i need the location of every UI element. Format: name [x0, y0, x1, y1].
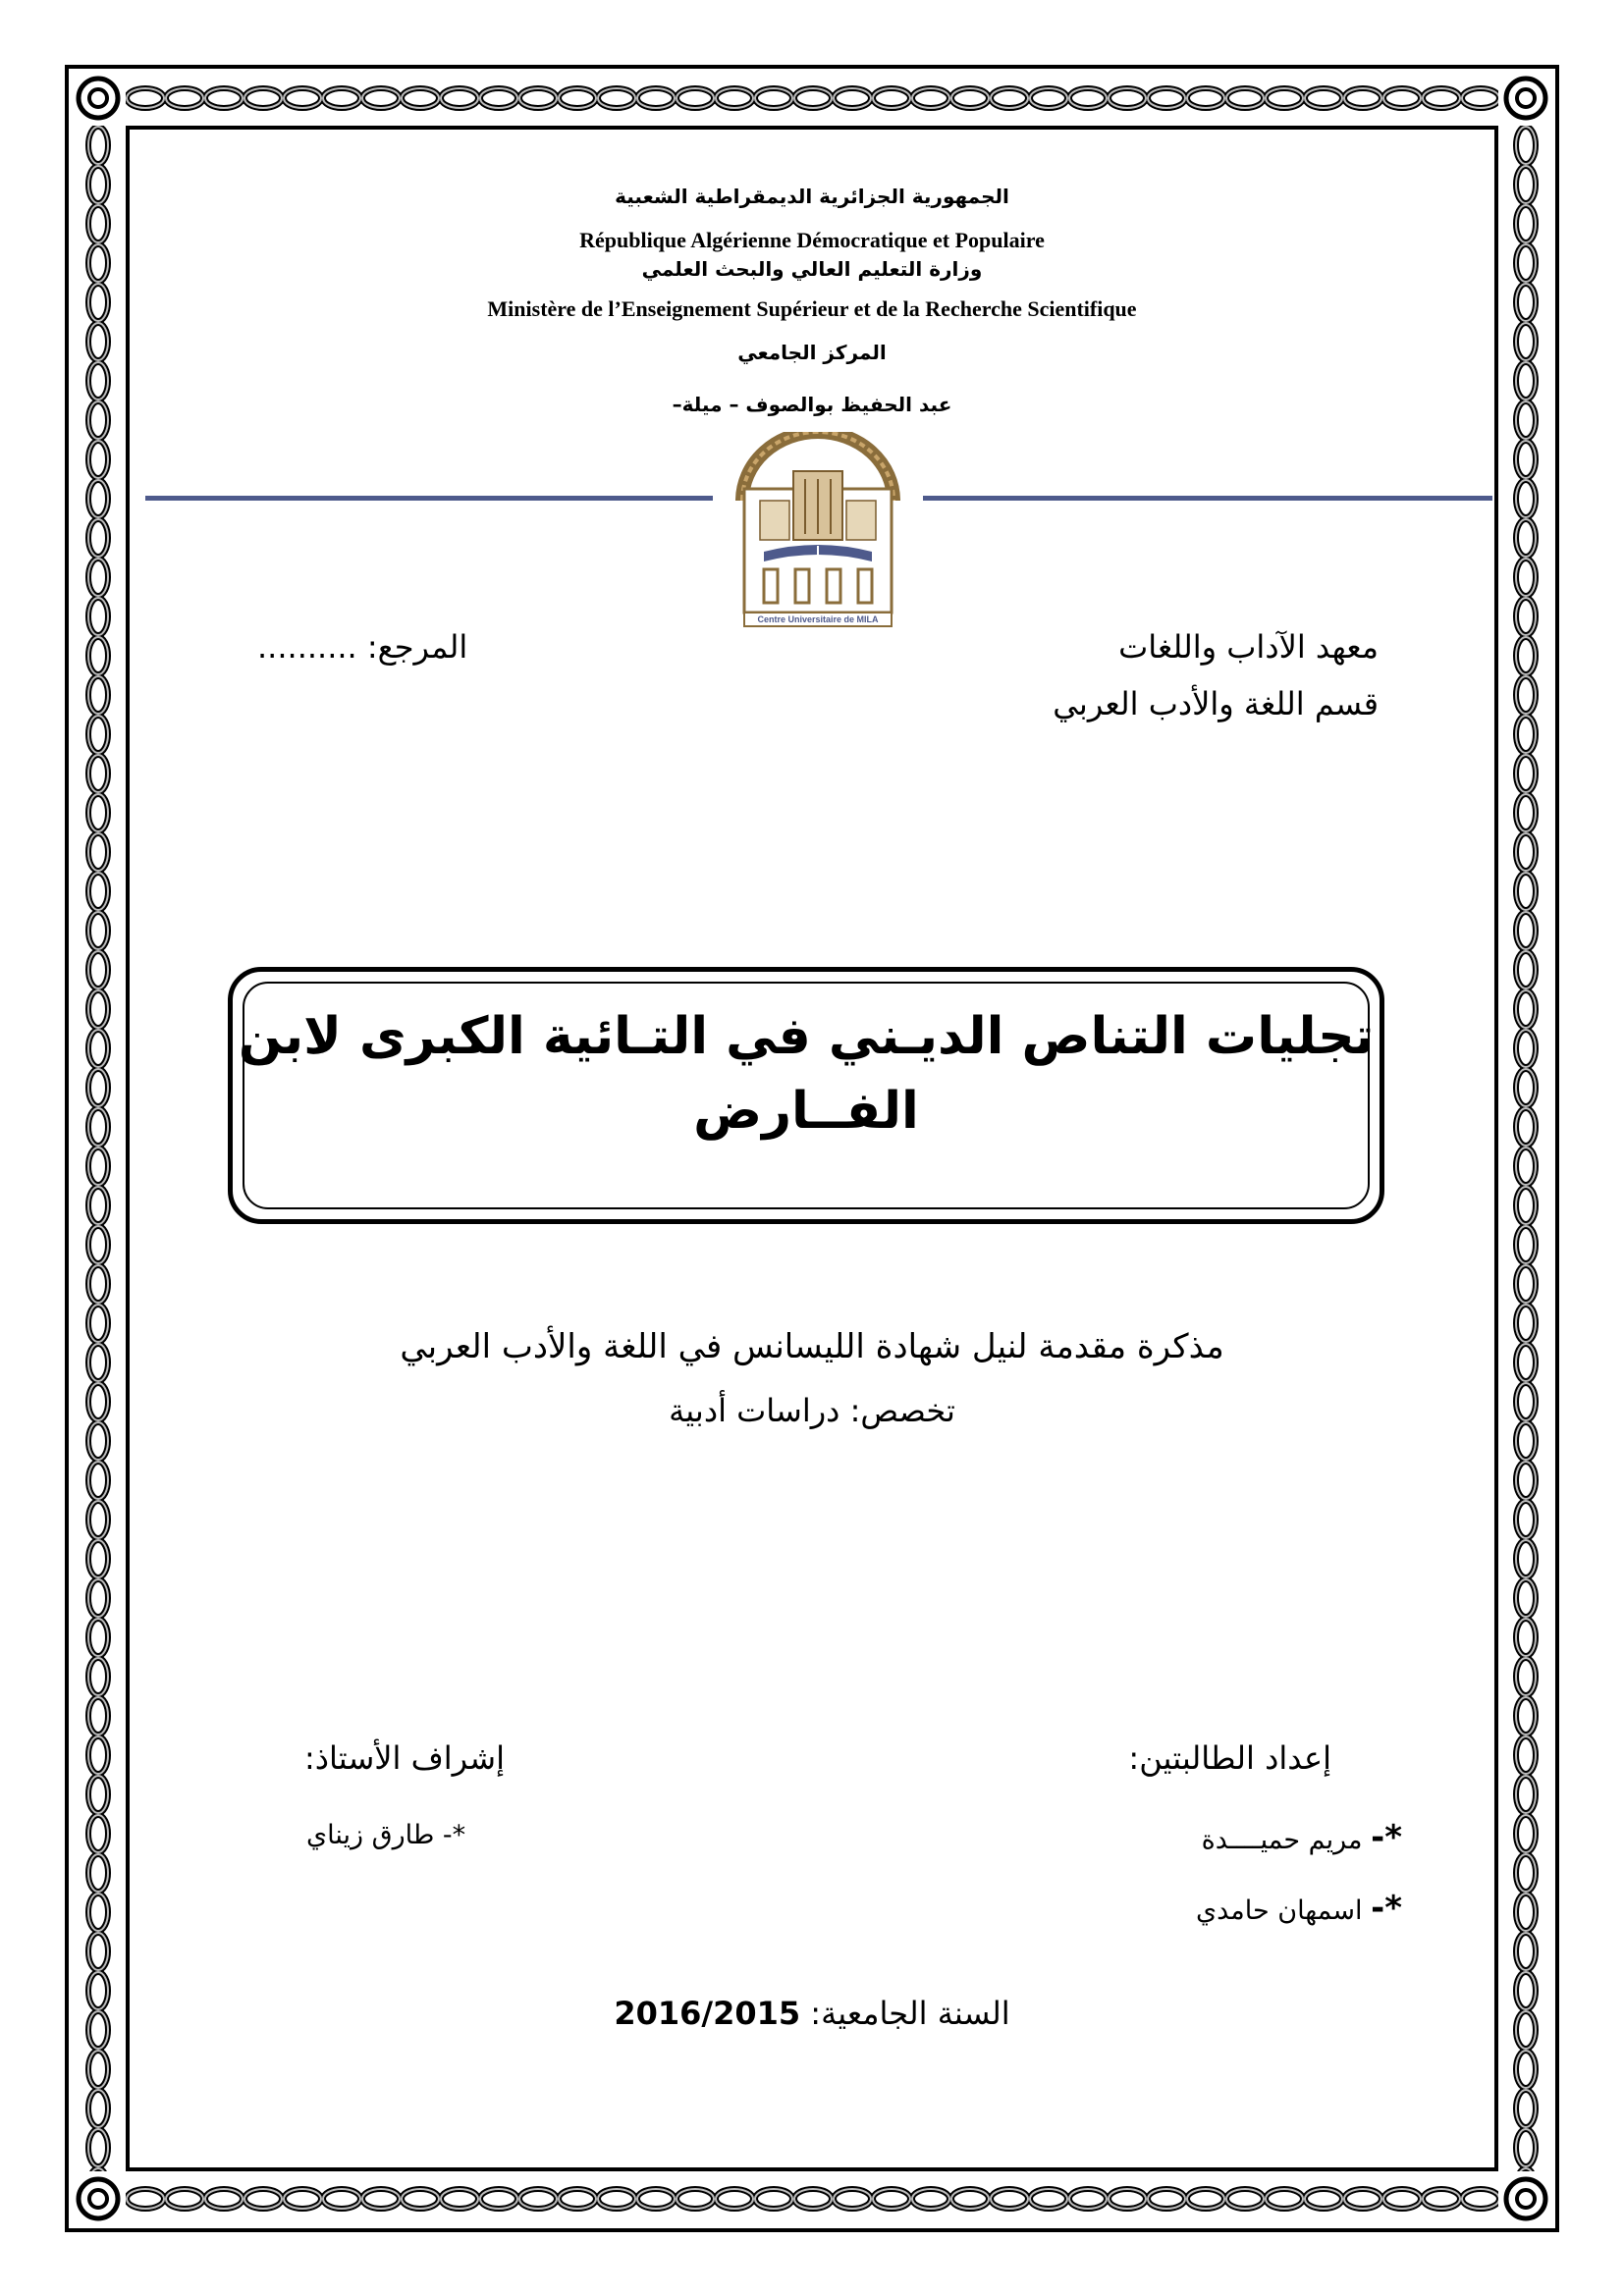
border-chain-left [71, 126, 126, 2171]
student-name-text: اسمهان حامدي [1195, 1896, 1363, 1926]
republic-arabic: الجمهورية الجزائرية الديمقراطية الشعبية [615, 185, 1009, 208]
academic-year-value: 2016/2015 [614, 1995, 801, 2032]
academic-year [0, 1995, 1624, 2032]
corner-ornament-icon [1498, 71, 1553, 126]
border-chain-top [126, 71, 1498, 126]
memo-specialty: تخصص: دراسات أدبية [669, 1392, 955, 1429]
student-name-text: مريم حميــــدة [1201, 1825, 1363, 1855]
corner-ornament-icon [71, 2171, 126, 2226]
supervisor-name: *- طارق زيناي [306, 1820, 466, 1850]
student-name [1202, 1818, 1402, 1857]
list-marker: *- [1371, 1818, 1402, 1857]
student-name [1196, 1889, 1402, 1928]
logo-caption: Centre Universitaire de MILA [757, 614, 879, 624]
header-divider-left [145, 496, 713, 501]
header-divider-right [923, 496, 1492, 501]
border-chain-right [1498, 126, 1553, 2171]
republic-french: République Algérienne Démocratique et Populaire [579, 228, 1045, 252]
ministry-arabic: وزارة التعليم العالي والبحث العلمي [641, 257, 983, 281]
university-center-arabic: المركز الجامعي [737, 341, 887, 364]
corner-ornament-icon [1498, 2171, 1553, 2226]
memo-purpose: مذكرة مقدمة لنيل شهادة الليسانس في اللغة والأدب العربي [400, 1327, 1224, 1366]
ministry-french: Ministère de l’Enseignement Supérieur et de la Recherche Scientifique [487, 296, 1137, 321]
academic-year-label: السنة الجامعية: [810, 1995, 1010, 2032]
border-chain-bottom [126, 2171, 1498, 2226]
supervisor-label: إشراف الأستاذ: [304, 1739, 505, 1777]
department-name: قسم اللغة والأدب العربي [1053, 685, 1379, 722]
university-logo-icon [734, 432, 901, 628]
thesis-title-line-1: تجليات التناص الديـني في التـائية الكبرى لابن [238, 1007, 1375, 1066]
university-center-name: عبد الحفيظ بوالصوف – ميلة– [672, 393, 952, 416]
list-marker: *- [1371, 1889, 1402, 1928]
corner-ornament-icon [71, 71, 126, 126]
thesis-title-box [228, 967, 1384, 1224]
students-label: إعداد الطالبتين: [1128, 1739, 1331, 1777]
institute-name: معهد الآداب واللغات [1118, 628, 1379, 666]
reference-field: المرجع: .......... [257, 628, 468, 666]
thesis-title-line-2: الفــارض [693, 1082, 919, 1141]
thesis-title [233, 999, 1380, 1148]
